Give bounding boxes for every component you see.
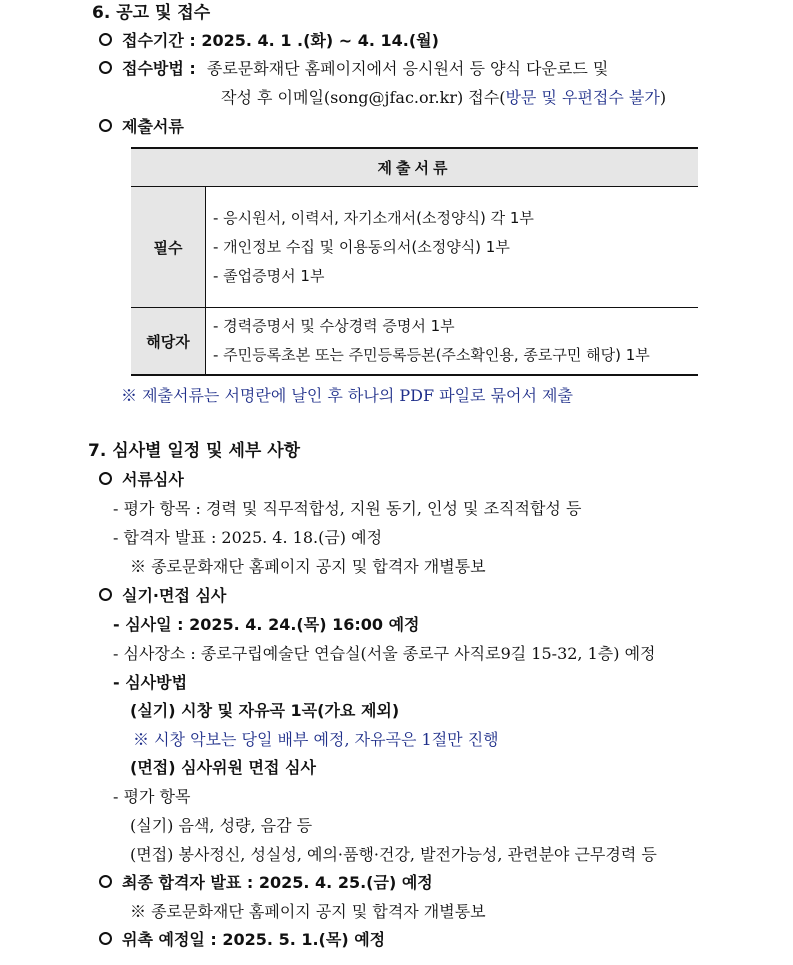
circle-bullet-icon [99, 588, 112, 601]
applicable-item: - 경력증명서 및 수상경력 증명서 1부 [213, 317, 455, 335]
application-method-line2 [221, 87, 666, 109]
eval-interview: (면접) 봉사정신, 성실성, 예의·품행·건강, 발전가능성, 관련분야 근무경력 등 [130, 845, 657, 864]
doc-review-label: 서류심사 [122, 470, 184, 489]
practical-place: - 심사장소 : 종로구립예술단 연습실(서울 종로구 사직로9길 15-32, 1층) 예정 [113, 644, 656, 663]
docs-table-header: 제출서류 [131, 148, 698, 187]
doc-review-note: ※ 종로문화재단 홈페이지 공지 및 합격자 개별통보 [130, 557, 486, 576]
circle-bullet-icon [99, 932, 112, 945]
application-method [99, 58, 608, 80]
submission-note: ※ 제출서류는 서명란에 날인 후 하나의 PDF 파일로 묶어서 제출 [121, 386, 573, 405]
section-7-title: 7. 심사별 일정 및 세부 사항 [88, 441, 301, 461]
applicable-items [206, 308, 699, 376]
eval-label: - 평가 항목 [113, 787, 191, 806]
practical-item: (실기) 시창 및 자유곡 1곡(가요 제외) [130, 701, 400, 720]
circle-bullet-icon [99, 472, 112, 485]
practical-method: - 심사방법 [113, 673, 188, 692]
circle-bullet-icon [99, 119, 112, 132]
submission-docs-heading [99, 116, 184, 138]
applicable-item: - 주민등록초본 또는 주민등록등본(주소확인용, 종로구민 해당) 1부 [213, 346, 650, 364]
final-announce-label: 최종 합격자 발표 : 2025. 4. 25.(금) 예정 [122, 873, 433, 892]
section-6-title: 6. 공고 및 접수 [92, 3, 211, 23]
applicable-category: 해당자 [131, 308, 206, 376]
method-line2-close: ) [659, 88, 667, 107]
circle-bullet-icon [99, 61, 112, 74]
appointment-label: 위촉 예정일 : 2025. 5. 1.(목) 예정 [122, 930, 386, 949]
practical-heading [99, 585, 226, 607]
submission-docs-label: 제출서류 [122, 117, 184, 136]
doc-review-eval: - 평가 항목 : 경력 및 직무적합성, 지원 동기, 인성 및 조직적합성 등 [113, 499, 582, 518]
application-period [99, 30, 439, 52]
submission-docs-table [131, 147, 698, 376]
application-method-line1: 종로문화재단 홈페이지에서 응시원서 등 양식 다운로드 및 [206, 59, 609, 78]
required-item: - 응시원서, 이력서, 자기소개서(소정양식) 각 1부 [213, 208, 534, 227]
doc-review-heading [99, 469, 184, 491]
circle-bullet-icon [99, 33, 112, 46]
final-announce [99, 872, 433, 894]
practical-date: - 심사일 : 2025. 4. 24.(목) 16:00 예정 [113, 615, 420, 634]
practical-note: ※ 시창 악보는 당일 배부 예정, 자유곡은 1절만 진행 [133, 730, 499, 749]
method-line2-text: 작성 후 이메일(song@jfac.or.kr) 접수( [221, 88, 506, 107]
interview-item: (면접) 심사위원 면접 심사 [130, 758, 316, 777]
required-category: 필수 [131, 187, 206, 308]
circle-bullet-icon [99, 875, 112, 888]
eval-practical: (실기) 음색, 성량, 음감 등 [130, 816, 313, 835]
application-period-text: 접수기간 : 2025. 4. 1 .(화) ~ 4. 14.(월) [122, 31, 439, 50]
appointment-date [99, 929, 385, 951]
required-item: - 개인정보 수집 및 이용동의서(소정양식) 1부 [213, 237, 510, 256]
method-no-visit-note: 방문 및 우편접수 불가 [505, 88, 660, 107]
practical-label: 실기·면접 심사 [122, 586, 227, 605]
application-method-label: 접수방법 : [122, 59, 196, 78]
required-items [206, 187, 699, 308]
doc-review-announce: - 합격자 발표 : 2025. 4. 18.(금) 예정 [113, 528, 383, 547]
final-note: ※ 종로문화재단 홈페이지 공지 및 합격자 개별통보 [130, 902, 486, 921]
required-item: - 졸업증명서 1부 [213, 266, 325, 285]
